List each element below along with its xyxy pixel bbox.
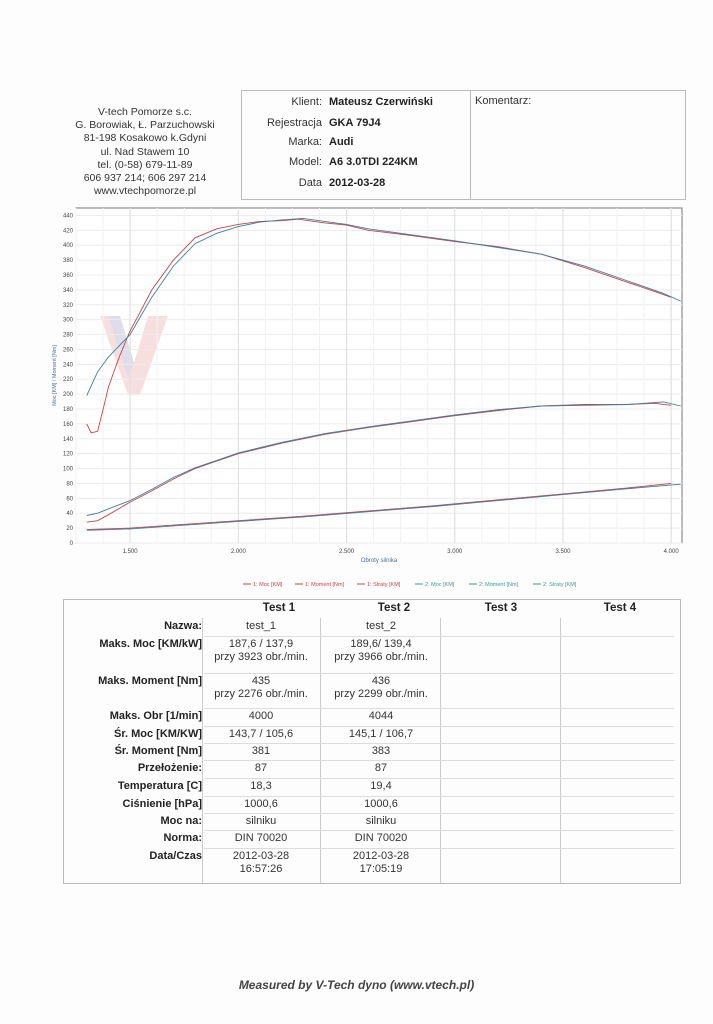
y-tick-label: 0: [69, 541, 73, 547]
row-separator: [204, 760, 674, 761]
test1-value: test_1: [246, 620, 276, 632]
row-label: Przełożenie:: [137, 762, 202, 774]
test2-cell: [316, 798, 446, 811]
row-separator: [204, 673, 674, 674]
y-tick-label: 280: [62, 332, 73, 339]
y-tick-label: 180: [62, 407, 73, 413]
row-label: Data/Czas: [149, 850, 202, 862]
test2-cell: [316, 832, 446, 845]
test2-cell: [316, 675, 446, 700]
test2-cell: [316, 762, 446, 775]
registration-value: GKA 79J4: [329, 117, 381, 129]
comment-box: [470, 90, 686, 200]
test1-cell: [196, 798, 326, 811]
y-tick-label: 220: [62, 377, 73, 384]
x-tick-label: 3.500: [555, 549, 571, 555]
y-tick-label: 260: [62, 347, 73, 354]
test1-cell: [196, 728, 326, 741]
row-label: Maks. Moc [KM/kW]: [99, 638, 202, 650]
test2-value: 436: [371, 675, 391, 687]
column-header: Test 4: [603, 602, 637, 614]
test1-cell: [196, 638, 326, 663]
y-tick-label: 80: [66, 481, 73, 488]
test2-cell: [316, 710, 446, 723]
y-tick-label: 20: [66, 526, 73, 533]
legend-label: 2: Moment [Nm]: [479, 582, 519, 588]
x-tick-label: 2.000: [230, 549, 246, 555]
row-separator: [204, 708, 674, 709]
test2-value: test_2: [366, 620, 396, 632]
row-separator: [204, 848, 674, 849]
test2-value: 2012-03-28: [352, 850, 410, 862]
y-tick-label: 360: [62, 273, 73, 279]
client-info-box: [241, 90, 471, 200]
test1-value: 2012-03-28: [232, 850, 290, 862]
test2-subvalue: 17:05:19: [359, 862, 403, 875]
column-header: Test 1: [262, 602, 296, 614]
test1-value: DIN 70020: [234, 832, 288, 844]
make-value: Audi: [329, 136, 354, 148]
x-tick-label: 3.000: [447, 549, 463, 555]
dyno-chart-svg: [48, 203, 688, 598]
y-tick-label: 420: [62, 228, 73, 235]
y-tick-label: 380: [62, 258, 73, 265]
y-tick-label: 320: [62, 302, 73, 309]
make-label: Marka:: [288, 136, 322, 148]
y-tick-label: 120: [62, 451, 73, 458]
test1-value: 187,6 / 137,9: [228, 638, 294, 650]
test1-value: 4000: [248, 710, 274, 722]
test1-value: 87: [254, 762, 268, 774]
row-label: Temperatura [C]: [117, 780, 202, 792]
column-header: Test 3: [484, 602, 518, 614]
company-street: ul. Nad Stawem 10: [100, 145, 190, 158]
test2-cell: [316, 745, 446, 758]
y-tick-label: 160: [62, 421, 73, 428]
date-value: 2012-03-28: [329, 177, 386, 189]
y-tick-label: 400: [62, 243, 73, 250]
x-tick-label: 1.500: [122, 549, 138, 555]
test2-cell: [316, 850, 446, 875]
test1-subvalue: przy 2276 obr./min.: [214, 687, 308, 700]
row-separator: [204, 778, 674, 779]
model-label: Model:: [288, 156, 322, 168]
legend-label: 1: Straty [KM]: [367, 582, 401, 588]
x-axis-label: Obroty silnika: [360, 558, 398, 564]
legend-label: 2: Moc [KM]: [425, 582, 455, 588]
test1-cell: [196, 620, 326, 633]
row-label: Ciśnienie [hPa]: [122, 798, 202, 810]
test2-cell: [316, 728, 446, 741]
row-separator: [204, 636, 674, 637]
y-tick-label: 440: [62, 213, 73, 220]
test1-cell: [196, 815, 326, 828]
y-axis-label: Moc [KM] / Moment [Nm]: [52, 345, 58, 406]
y-tick-label: 40: [66, 511, 73, 518]
test2-value: 145,1 / 106,7: [348, 728, 414, 740]
y-tick-label: 300: [62, 317, 73, 324]
results-table: [63, 599, 681, 884]
legend-label: 1: Moment [Nm]: [305, 582, 345, 588]
row-separator: [204, 743, 674, 744]
test1-cell: [196, 850, 326, 875]
test2-value: 383: [371, 745, 391, 757]
plot-area: [76, 208, 682, 543]
row-label: Śr. Moc [KM/KW]: [114, 728, 202, 740]
test2-cell: [316, 780, 446, 793]
company-owners: G. Borowiak, Ł. Parzuchowski: [75, 119, 215, 132]
test1-value: 1000,6: [244, 798, 278, 810]
registration-label: Rejestracja: [266, 117, 322, 129]
test2-subvalue: przy 3966 obr./min.: [334, 650, 428, 663]
column-header: Test 2: [377, 602, 411, 614]
test2-value: 87: [374, 762, 388, 774]
company-website: www.vtechpomorze.pl: [93, 185, 197, 198]
footer-note: Measured by V-Tech dyno (www.vtech.pl): [238, 978, 475, 992]
test1-value: 435: [251, 675, 271, 687]
comment-label: Komentarz:: [475, 95, 532, 107]
y-tick-label: 340: [62, 287, 73, 294]
row-separator: [204, 813, 674, 814]
test1-cell: [196, 780, 326, 793]
company-phone: tel. (0-58) 679-11-89: [97, 158, 193, 171]
row-label: Nazwa:: [164, 620, 202, 632]
test2-value: 19,4: [370, 780, 392, 792]
test2-cell: [316, 815, 446, 828]
row-label: Maks. Moment [Nm]: [98, 675, 202, 687]
test1-subvalue: 16:57:26: [239, 862, 283, 875]
dyno-chart: [48, 203, 688, 598]
test2-value: 4044: [368, 710, 394, 722]
y-tick-label: 60: [66, 496, 73, 503]
row-label: Maks. Obr [1/min]: [109, 710, 202, 722]
company-name: V-tech Pomorze s.c.: [98, 106, 192, 118]
row-label: Moc na:: [160, 815, 202, 827]
test1-value: 381: [251, 745, 271, 757]
y-tick-label: 140: [62, 436, 73, 443]
test1-value: 143,7 / 105,6: [228, 728, 294, 740]
row-label: Śr. Moment [Nm]: [114, 745, 202, 757]
test2-value: silniku: [365, 815, 397, 827]
test1-cell: [196, 762, 326, 775]
company-mobile: 606 937 214; 606 297 214: [83, 172, 207, 185]
table-divider: [560, 618, 561, 883]
test2-subvalue: przy 2299 obr./min.: [334, 687, 428, 700]
y-tick-label: 200: [62, 392, 73, 399]
test1-cell: [196, 675, 326, 700]
test1-value: silniku: [245, 815, 277, 827]
test1-subvalue: przy 3923 obr./min.: [214, 650, 308, 663]
client-value: Mateusz Czerwiński: [329, 96, 433, 108]
test2-value: DIN 70020: [354, 832, 408, 844]
test1-cell: [196, 832, 326, 845]
y-tick-label: 100: [62, 466, 73, 473]
x-tick-label: 4.000: [663, 549, 679, 555]
test1-cell: [196, 710, 326, 723]
test2-cell: [316, 620, 446, 633]
company-postal: 81-198 Kosakowo k.Gdyni: [83, 132, 207, 145]
legend-label: 1: Moc [KM]: [253, 582, 283, 588]
test2-value: 1000,6: [364, 798, 398, 810]
test1-value: 18,3: [250, 780, 272, 792]
company-info: [60, 106, 230, 198]
y-tick-label: 240: [62, 362, 73, 369]
legend-label: 2: Straty [KM]: [543, 582, 577, 588]
test1-cell: [196, 745, 326, 758]
row-separator: [204, 830, 674, 831]
date-label: Data: [298, 177, 322, 189]
row-label: Norma:: [163, 832, 202, 844]
client-label: Klient:: [291, 96, 322, 108]
test2-cell: [316, 638, 446, 663]
model-value: A6 3.0TDI 224KM: [329, 156, 418, 168]
row-separator: [204, 726, 674, 727]
x-tick-label: 2.500: [339, 549, 355, 555]
test2-value: 189,6/ 139,4: [350, 638, 412, 650]
row-separator: [204, 796, 674, 797]
